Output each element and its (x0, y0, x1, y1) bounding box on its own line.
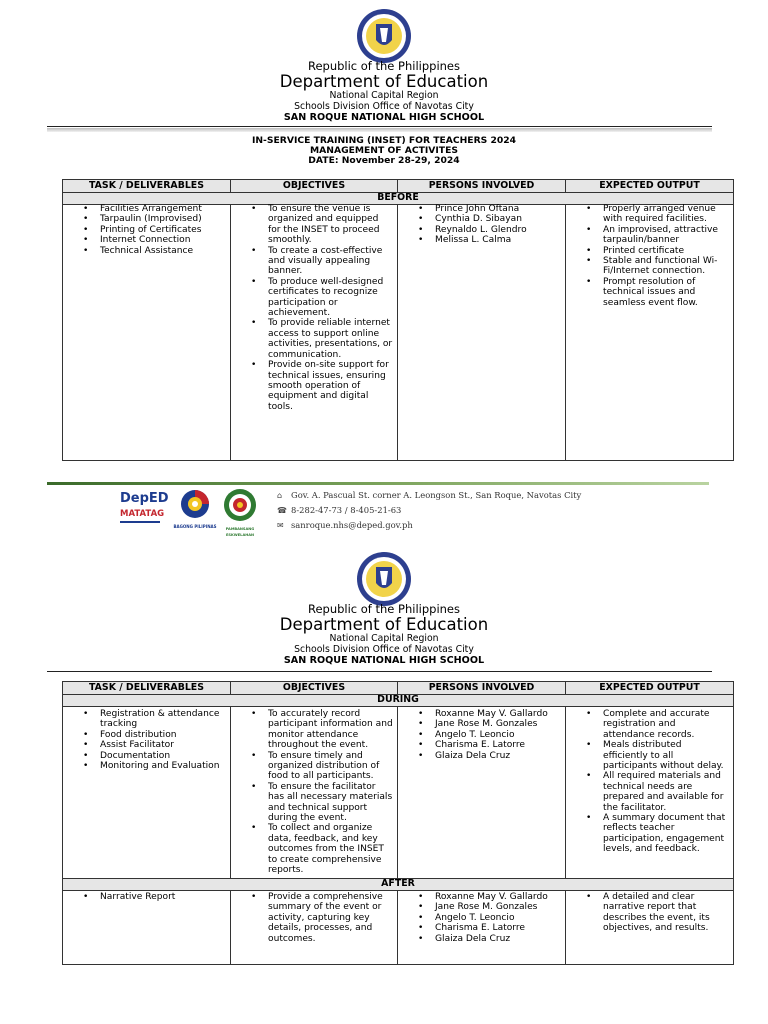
division-text: Schools Division Office of Navotas City (294, 101, 474, 112)
objectives-cell (231, 891, 398, 965)
logo-underline (120, 521, 160, 523)
list-item: • Jane Rose M. Gonzales (398, 719, 561, 729)
table-row (63, 707, 734, 879)
list-item: • Narrative Report (63, 892, 226, 902)
address-text: Gov. A. Pascual St. corner A. Leongson St., San Roque, Navotas City (291, 490, 582, 500)
list-item: • Charisma E. Latorre (398, 740, 561, 750)
title-line-2: MANAGEMENT OF ACTIVITES (310, 145, 458, 156)
bagong-pilipinas-emblem-icon (172, 488, 218, 520)
school-name: SAN ROQUE NATIONAL HIGH SCHOOL (283, 112, 485, 123)
phone-icon: ☎ (277, 506, 287, 515)
deped-matatag-logo (120, 492, 170, 528)
bagong-pilipinas-caption: BAGONG PILIPINAS (173, 524, 217, 529)
list-item: • Assist Facilitator (63, 740, 226, 750)
list-item: • To ensure timely and organized distribution of food to all participants. (231, 751, 393, 782)
list-item: • To ensure the facilitator has all necessary materials and technical support during the event. (231, 782, 393, 824)
school-seal-icon (220, 488, 260, 522)
header-rule (47, 126, 712, 127)
list-item: • Melissa L. Calma (398, 235, 561, 245)
list-item: • Food distribution (63, 730, 226, 740)
col-header-persons: PERSONS INVOLVED (398, 180, 566, 193)
outputs-cell (566, 891, 734, 965)
school-name-2: SAN ROQUE NATIONAL HIGH SCHOOL (283, 655, 485, 666)
header-rule-2 (47, 671, 712, 672)
republic-text: Republic of the Philippines (307, 59, 461, 73)
list-item: • Facilities Arrangement (63, 204, 226, 214)
list-item: • An improvised, attractive tarpaulin/banner (566, 225, 729, 246)
list-item: • A summary document that reflects teacher participation, engagement levels, and feedback. (566, 813, 729, 855)
list-item: • Complete and accurate registration and attendance records. (566, 709, 729, 740)
list-item: • Roxanne May V. Gallardo (398, 892, 561, 902)
title-line-3: DATE: November 28-29, 2024 (308, 155, 460, 166)
col-header-persons: PERSONS INVOLVED (398, 682, 566, 695)
list-item: • To collect and organize data, feedback, and key outcomes from the INSET to create comprehensive reports. (231, 823, 393, 875)
list-item: • Monitoring and Evaluation (63, 761, 226, 771)
footer-email (277, 520, 413, 530)
outputs-cell (566, 707, 734, 879)
bagong-pilipinas-logo (172, 488, 218, 530)
section-row-after (63, 879, 734, 891)
list-item: • To accurately record participant information and monitor attendance throughout the event. (231, 709, 393, 751)
list-item: • To produce well-designed certificates to recognize participation or achievement. (231, 277, 393, 319)
list-item: • Roxanne May V. Gallardo (398, 709, 561, 719)
list-item: • Glaiza Dela Cruz (398, 934, 561, 944)
list-item: • Prompt resolution of technical issues and seamless event flow. (566, 277, 729, 308)
division-text-2: Schools Division Office of Navotas City (294, 644, 474, 655)
activities-table-before (62, 179, 734, 461)
school-seal-caption: PAMBANSANG ESKWELAHAN (225, 527, 255, 537)
list-item: • Provide a comprehensive summary of the event or activity, capturing key details, processes, and outcomes. (231, 892, 393, 944)
region-text-2: National Capital Region (329, 633, 439, 644)
col-header-objectives: OBJECTIVES (231, 180, 398, 193)
list-item: • Printed certificate (566, 246, 729, 256)
footer-address (277, 490, 581, 500)
list-item: • A detailed and clear narrative report that describes the event, its objectives, and results. (566, 892, 729, 934)
table-row (63, 205, 734, 461)
footer-bar (47, 482, 709, 485)
table-header-row (63, 682, 734, 695)
outputs-cell (566, 205, 734, 461)
list-item: • Provide on-site support for technical issues, ensuring smooth operation of equipment and digital tools. (231, 360, 393, 412)
tasks-cell (63, 891, 231, 965)
mail-icon: ✉ (277, 521, 284, 530)
objectives-cell (231, 707, 398, 879)
header-shadow (47, 128, 712, 132)
list-item: • Printing of Certificates (63, 225, 226, 235)
region-text: National Capital Region (329, 90, 439, 101)
list-item: • Stable and functional Wi-Fi/Internet connection. (566, 256, 729, 277)
republic-text-2: Republic of the Philippines (307, 602, 461, 616)
table-header-row (63, 180, 734, 193)
list-item: • Registration & attendance tracking (63, 709, 226, 730)
col-header-task: TASK / DELIVERABLES (63, 180, 231, 193)
objectives-cell (231, 205, 398, 461)
school-seal-logo (220, 488, 260, 537)
persons-cell (398, 891, 566, 965)
col-header-output: EXPECTED OUTPUT (566, 180, 734, 193)
department-title-2: Department of Education (279, 615, 489, 634)
list-item: • Meals distributed efficiently to all participants without delay. (566, 740, 729, 771)
email-text: sanroque.nhs@deped.gov.ph (291, 520, 413, 530)
col-header-task: TASK / DELIVERABLES (63, 682, 231, 695)
home-icon: ⌂ (277, 491, 283, 500)
footer-phone (277, 505, 401, 515)
list-item: • Reynaldo L. Glendro (398, 225, 561, 235)
section-label-during: DURING (63, 695, 734, 707)
list-item: • Angelo T. Leoncio (398, 730, 561, 740)
list-item: • Tarpaulin (Improvised) (63, 214, 226, 224)
section-label-before: BEFORE (63, 193, 734, 205)
list-item: • Angelo T. Leoncio (398, 913, 561, 923)
section-row-before (63, 193, 734, 205)
phone-text: 8-282-47-73 / 8-405-21-63 (291, 505, 402, 515)
list-item: • To create a cost-effective and visually appealing banner. (231, 246, 393, 277)
deped-logo-text: DepED (120, 491, 169, 506)
col-header-output: EXPECTED OUTPUT (566, 682, 734, 695)
list-item: • Cynthia D. Sibayan (398, 214, 561, 224)
list-item: • Prince John Oftana (398, 204, 561, 214)
department-title: Department of Education (279, 72, 489, 91)
title-line-1: IN-SERVICE TRAINING (INSET) FOR TEACHERS 2024 (251, 135, 517, 146)
list-item: • Jane Rose M. Gonzales (398, 902, 561, 912)
deped-seal-logo-2 (356, 551, 412, 607)
col-header-objectives: OBJECTIVES (231, 682, 398, 695)
list-item: • Internet Connection (63, 235, 226, 245)
deped-seal-logo (356, 8, 412, 64)
list-item: • Charisma E. Latorre (398, 923, 561, 933)
list-item: • Technical Assistance (63, 246, 226, 256)
list-item: • To provide reliable internet access to support online activities, presentations, or communication. (231, 318, 393, 360)
list-item: • To ensure the venue is organized and equipped for the INSET to proceed smoothly. (231, 204, 393, 246)
persons-cell (398, 707, 566, 879)
section-label-after: AFTER (63, 879, 734, 891)
list-item: • Documentation (63, 751, 226, 761)
tasks-cell (63, 205, 231, 461)
table-row (63, 891, 734, 965)
persons-cell (398, 205, 566, 461)
list-item: • Properly arranged venue with required facilities. (566, 204, 729, 225)
section-row-during (63, 695, 734, 707)
activities-table-during-after (62, 681, 734, 965)
list-item: • All required materials and technical needs are prepared and available for the facilitator. (566, 771, 729, 813)
list-item: • Glaiza Dela Cruz (398, 751, 561, 761)
tasks-cell (63, 707, 231, 879)
matatag-logo-text: MATATAG (120, 509, 165, 519)
